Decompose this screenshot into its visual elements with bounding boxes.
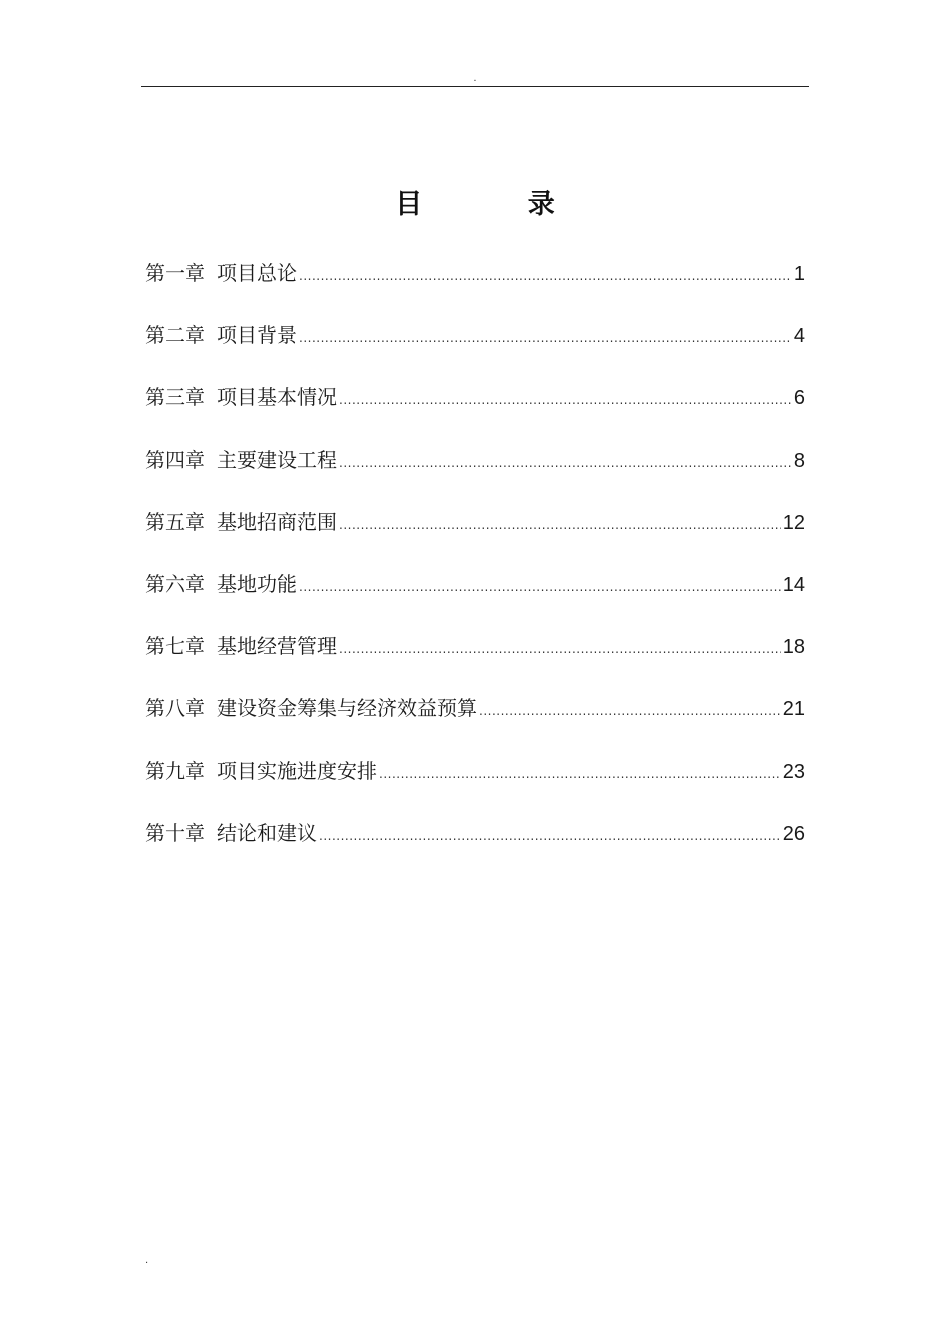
toc-page-number: 8	[793, 449, 805, 472]
toc-dot-leader	[379, 756, 781, 792]
toc-entry-6[interactable]	[145, 566, 805, 628]
toc-chapter-label: 第三章	[145, 385, 205, 410]
toc-chapter-name: 结论和建议	[217, 820, 317, 845]
toc-list	[145, 255, 805, 877]
toc-chapter-name: 建设资金筹集与经济效益预算	[217, 696, 477, 721]
toc-entry-7[interactable]	[145, 628, 805, 690]
toc-dot-leader	[339, 631, 781, 667]
toc-chapter-name: 项目总论	[217, 261, 297, 285]
toc-chapter-label: 第八章	[145, 696, 205, 721]
toc-chapter-name: 基地招商范围	[217, 509, 337, 534]
toc-chapter-label: 第九章	[145, 758, 205, 783]
toc-page-number: 23	[782, 760, 805, 783]
toc-dot-leader	[479, 693, 781, 729]
toc-entry-4[interactable]	[145, 442, 805, 504]
toc-dot-leader	[299, 569, 781, 605]
toc-entry-10[interactable]	[145, 815, 805, 877]
toc-dot-leader	[299, 320, 792, 356]
toc-chapter-label: 第四章	[145, 447, 205, 472]
toc-chapter-label: 第五章	[145, 509, 205, 534]
toc-dot-leader	[339, 507, 781, 543]
footer-mark: .	[145, 1255, 149, 1266]
toc-chapter-name: 基地经营管理	[217, 634, 337, 659]
toc-chapter-label: 第六章	[145, 571, 205, 596]
toc-entry-8[interactable]	[145, 690, 805, 752]
toc-chapter-name: 基地功能	[217, 571, 297, 596]
toc-chapter-name: 项目背景	[217, 323, 297, 348]
header-mark: .	[473, 73, 477, 84]
toc-entry-3[interactable]	[145, 379, 805, 441]
toc-page-number: 14	[782, 573, 805, 596]
toc-page-number: 1	[793, 263, 805, 285]
toc-page-number: 26	[782, 822, 805, 845]
toc-page-number: 12	[782, 511, 805, 534]
toc-page-number: 18	[782, 636, 805, 659]
toc-entry-5[interactable]	[145, 504, 805, 566]
toc-chapter-name: 项目基本情况	[217, 385, 337, 410]
toc-dot-leader	[339, 445, 792, 481]
toc-entry-9[interactable]	[145, 753, 805, 815]
toc-page-number: 4	[793, 325, 805, 348]
toc-dot-leader	[319, 818, 781, 854]
toc-chapter-label: 第十章	[145, 820, 205, 845]
toc-chapter-name: 主要建设工程	[217, 447, 337, 472]
toc-chapter-label: 第二章	[145, 323, 205, 348]
toc-chapter-name: 项目实施进度安排	[217, 758, 377, 783]
toc-page-number: 6	[793, 387, 805, 410]
toc-chapter-label: 第一章	[145, 261, 205, 285]
toc-chapter-label: 第七章	[145, 634, 205, 659]
toc-entry-2[interactable]	[145, 317, 805, 379]
header-rule	[141, 86, 809, 87]
toc-title: 目 录	[395, 189, 603, 220]
toc-dot-leader	[299, 258, 792, 294]
toc-page-number: 21	[782, 698, 805, 721]
toc-dot-leader	[339, 382, 792, 418]
toc-entry-1[interactable]	[145, 255, 805, 317]
